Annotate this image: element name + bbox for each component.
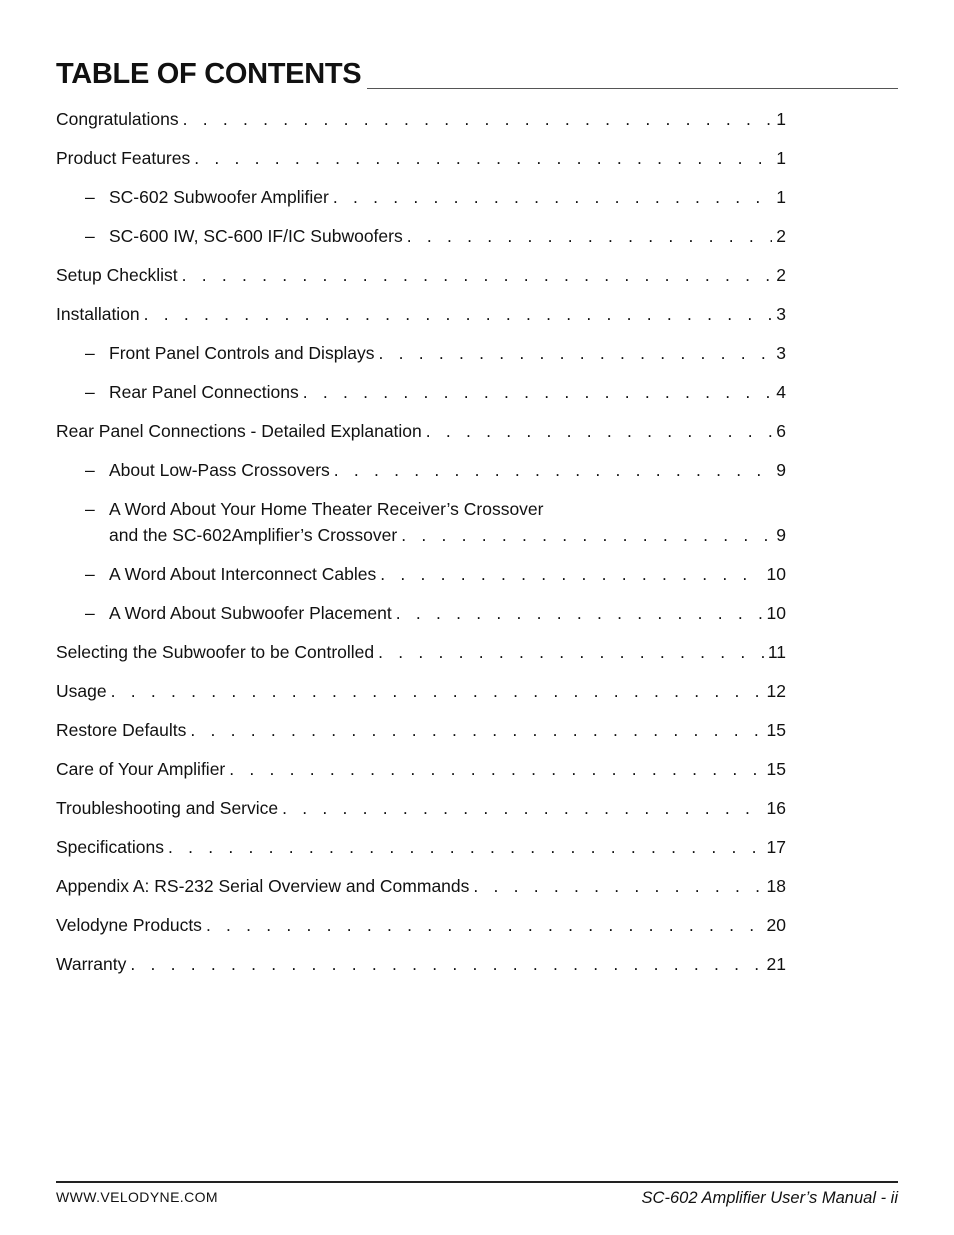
toc-entry-label: Usage [56, 681, 107, 701]
dot-leader [182, 261, 773, 289]
toc-entry-page: 2 [776, 226, 786, 246]
toc-entry-page: 16 [766, 798, 786, 818]
dot-leader [282, 794, 762, 822]
toc-entry-label: About Low-Pass Crossovers [109, 460, 330, 480]
toc-entry-label: Setup Checklist [56, 265, 178, 285]
toc-entry-label: Product Features [56, 148, 191, 168]
toc-entry-label: A Word About Subwoofer Placement [109, 603, 392, 623]
dot-leader [303, 378, 773, 406]
toc-entry-label: SC-602 Subwoofer Amplifier [109, 187, 329, 207]
dash-marker: – [85, 564, 95, 584]
dot-leader [426, 417, 772, 445]
dot-leader [183, 105, 773, 133]
dot-leader [396, 599, 763, 627]
toc-entry-page: 10 [766, 564, 786, 584]
dot-leader [473, 872, 762, 900]
table-of-contents [56, 105, 786, 989]
dot-leader [206, 911, 763, 939]
dot-leader [378, 638, 764, 666]
dot-leader [407, 222, 773, 250]
toc-entry[interactable] [56, 144, 786, 183]
toc-entry-page: 1 [776, 187, 786, 207]
footer-divider [56, 1181, 898, 1183]
toc-entry[interactable] [56, 950, 786, 989]
dash-marker: – [85, 343, 95, 363]
toc-entry[interactable] [56, 833, 786, 872]
toc-entry-label-continued: and the SC-602Amplifier’s Crossover [109, 525, 398, 545]
toc-entry-label: Appendix A: RS-232 Serial Overview and Commands [56, 876, 470, 896]
toc-entry-label: Installation [56, 304, 140, 324]
dot-leader [379, 339, 773, 367]
toc-subentry[interactable] [56, 495, 786, 560]
dash-marker: – [85, 460, 95, 480]
toc-entry-label: SC-600 IW, SC-600 IF/IC Subwoofers [109, 226, 403, 246]
toc-entry[interactable] [56, 638, 786, 677]
toc-entry-page: 20 [766, 915, 786, 935]
dot-leader [130, 950, 762, 978]
toc-entry-label: A Word About Interconnect Cables [109, 564, 377, 584]
toc-entry-page: 4 [776, 382, 786, 402]
toc-entry-page: 1 [776, 109, 786, 129]
dot-leader [333, 183, 772, 211]
toc-entry-label: Warranty [56, 954, 127, 974]
toc-entry-label: Congratulations [56, 109, 179, 129]
toc-entry[interactable] [56, 677, 786, 716]
toc-entry-label: Rear Panel Connections - Detailed Explanation [56, 421, 422, 441]
toc-entry[interactable] [56, 716, 786, 755]
dot-leader [111, 677, 763, 705]
dot-leader [380, 560, 762, 588]
dot-leader [229, 755, 762, 783]
toc-entry[interactable] [56, 872, 786, 911]
toc-subentry[interactable] [56, 183, 786, 222]
footer-manual-title: SC-602 Amplifier User’s Manual - ii [641, 1189, 898, 1207]
page-title: TABLE OF CONTENTS [56, 56, 367, 92]
toc-entry-label: Specifications [56, 837, 164, 857]
toc-entry-page: 12 [766, 681, 786, 701]
toc-entry-page: 10 [766, 603, 786, 623]
toc-entry-page: 3 [776, 304, 786, 324]
dash-marker: – [85, 226, 95, 246]
title-rule [56, 56, 898, 89]
dash-marker: – [85, 382, 95, 402]
toc-entry-label: Velodyne Products [56, 915, 202, 935]
toc-subentry[interactable] [56, 339, 786, 378]
toc-entry[interactable] [56, 755, 786, 794]
toc-subentry[interactable] [56, 456, 786, 495]
toc-entry-page: 21 [766, 954, 786, 974]
toc-entry-page: 15 [766, 759, 786, 779]
toc-entry-label: Selecting the Subwoofer to be Controlled [56, 642, 375, 662]
toc-entry-page: 11 [767, 642, 786, 662]
toc-entry-label: Restore Defaults [56, 720, 187, 740]
toc-entry-page: 18 [766, 876, 786, 896]
toc-entry[interactable] [56, 261, 786, 300]
toc-entry-page: 17 [766, 837, 786, 857]
toc-entry-label: Troubleshooting and Service [56, 798, 279, 818]
dash-marker: – [85, 603, 95, 623]
toc-entry-label: A Word About Your Home Theater Receiver’s Crossover [109, 499, 544, 519]
toc-entry[interactable] [56, 417, 786, 456]
dot-leader [334, 456, 772, 484]
toc-subentry[interactable] [56, 378, 786, 417]
toc-entry[interactable] [56, 911, 786, 950]
toc-entry[interactable] [56, 105, 786, 144]
dot-leader [168, 833, 763, 861]
toc-entry-label: Front Panel Controls and Displays [109, 343, 375, 363]
dot-leader [401, 521, 772, 549]
toc-entry-page: 1 [776, 148, 786, 168]
dot-leader [190, 716, 762, 744]
dash-marker: – [85, 499, 95, 519]
toc-entry-page: 2 [776, 265, 786, 285]
dot-leader [194, 144, 772, 172]
toc-subentry[interactable] [56, 599, 786, 638]
toc-subentry[interactable] [56, 560, 786, 599]
dash-marker: – [85, 187, 95, 207]
toc-entry[interactable] [56, 794, 786, 833]
toc-entry-page: 15 [766, 720, 786, 740]
toc-entry-page: 6 [776, 421, 786, 441]
toc-subentry[interactable] [56, 222, 786, 261]
dot-leader [144, 300, 773, 328]
toc-entry-page: 9 [776, 460, 786, 480]
toc-entry[interactable] [56, 300, 786, 339]
toc-entry-label: Rear Panel Connections [109, 382, 299, 402]
toc-entry-label: Care of Your Amplifier [56, 759, 226, 779]
toc-entry-page: 9 [776, 525, 786, 545]
footer-website: WWW.VELODYNE.COM [56, 1189, 218, 1205]
toc-entry-page: 3 [776, 343, 786, 363]
